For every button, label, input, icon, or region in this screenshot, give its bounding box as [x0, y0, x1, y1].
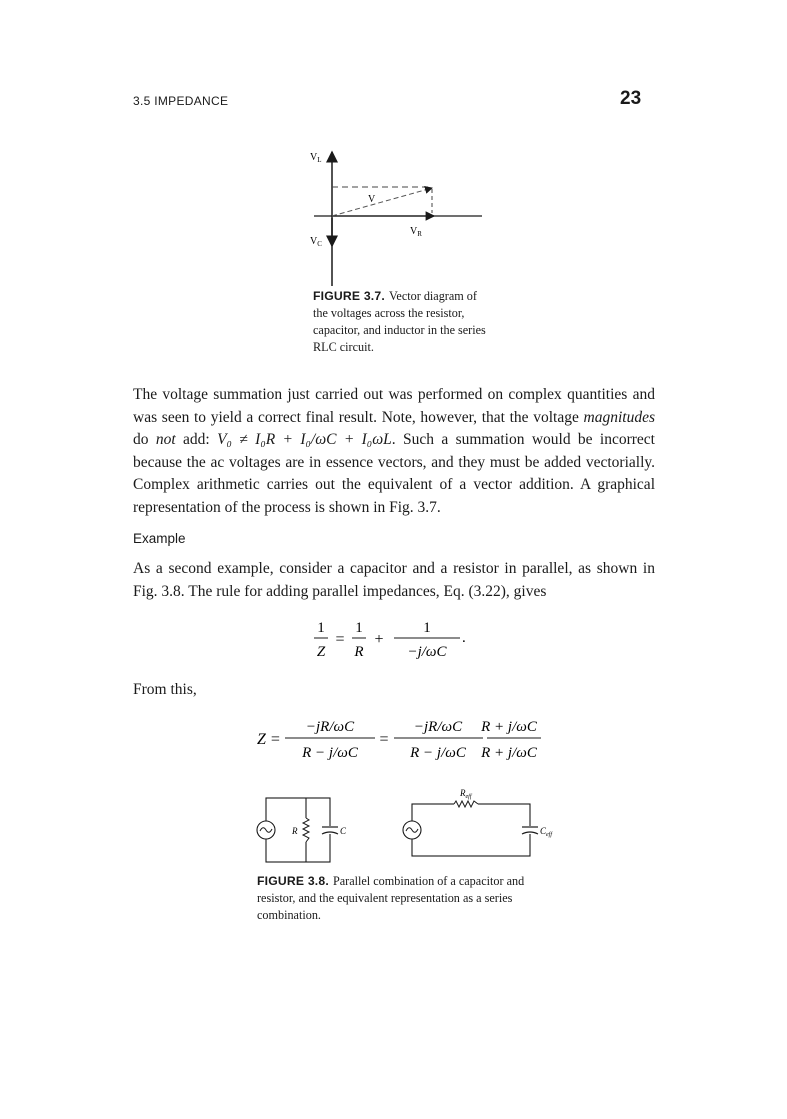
eq1-den3: −j/ωC [407, 644, 447, 660]
paragraph-add: add: [175, 431, 218, 449]
vl-label-main: V [310, 152, 318, 163]
paragraph-do: do [133, 431, 156, 449]
eq1-den2: R [354, 644, 364, 660]
figure-3-8-circuit-diagram [250, 786, 553, 870]
vr-label-main: V [410, 226, 418, 237]
figure-3-8-caption-label: FIGURE 3.8. [257, 874, 329, 888]
figure-3-8-caption [257, 873, 547, 924]
reff-label [459, 788, 473, 800]
parallel-impedance-equation [300, 614, 480, 666]
paragraph-text-2: . Such a summation would be incorrect because the ac voltages are in essence vectors, and they must be added vectorially. Complex arithmetic carries out the equivalent of a vector addition. A graphical representation of the process is shown in Fig. 3.7. [133, 431, 655, 516]
ceff-label-main: C [540, 826, 547, 836]
vl-label [310, 152, 322, 164]
eq1-period: . [462, 630, 466, 646]
from-this-text: From this, [133, 681, 197, 698]
eq1-num1: 1 [317, 620, 325, 636]
figure-3-7-caption-label: FIGURE 3.7. [313, 289, 385, 303]
eq1-plus: + [374, 631, 384, 648]
vr-label [410, 226, 422, 238]
vc-label [310, 236, 322, 248]
vc-label-main: V [310, 236, 318, 247]
eq2-den2: R − j/ωC [410, 745, 466, 761]
figure-3-7-caption [313, 288, 493, 356]
ceff-label-sub: eff [546, 832, 553, 838]
eq1-equals: = [335, 631, 345, 648]
eq2-lhs: Z = [257, 731, 281, 748]
eq2-num1: −jR/ωC [305, 719, 355, 735]
paragraph-text-1: The voltage summation just carried out was performed on complex quantities and was seen to yield a correct final result. Note, however, that the voltage [133, 386, 655, 426]
vl-label-sub: L [317, 156, 322, 164]
eq1-den1: Z [316, 644, 326, 660]
inline-magnitude-formula: V₀ ≠ I₀R + I₀/ωC + I₀ωL [217, 431, 392, 449]
vr-label-sub: R [417, 230, 422, 238]
example-heading: Example [133, 531, 186, 546]
figure-3-7-vector-diagram [300, 138, 500, 288]
page-number: 23 [620, 88, 642, 109]
vc-label-sub: C [317, 240, 322, 248]
ceff-label [540, 826, 553, 838]
eq2-equals: = [379, 731, 389, 748]
right-circuit-frame [412, 804, 530, 856]
not-emphasis: not [155, 431, 176, 449]
left-circuit-frame [266, 798, 330, 862]
eq2-den3: R + j/ωC [481, 745, 537, 761]
reff-label-sub: eff [465, 794, 472, 800]
eq2-num2: −jR/ωC [413, 719, 463, 735]
example-paragraph: As a second example, consider a capacitor and a resistor in parallel, as shown in Fig. 3.8. The rule for adding parallel impedances, Eq. (3.22), gives [133, 560, 655, 600]
figure-3-7-caption-text: Vector diagram of the voltages across the resistor, capacitor, and inductor in the series RLC circuit. [313, 289, 486, 354]
impedance-derivation-equation [255, 712, 545, 772]
eq2-num3: R + j/ωC [481, 719, 537, 735]
eq1-num2: 1 [355, 620, 363, 636]
v-resultant-vector [332, 188, 432, 216]
reff-label-main: R [460, 788, 466, 798]
body-paragraph [133, 384, 655, 520]
v-label: V [368, 194, 376, 205]
eq1-num3: 1 [423, 620, 431, 636]
resistor-label: R [292, 826, 298, 836]
capacitor-label: C [340, 826, 347, 836]
magnitudes-emphasis: magnitudes [583, 408, 655, 426]
running-head: 3.5 IMPEDANCE [133, 94, 229, 108]
eq2-den1: R − j/ωC [302, 745, 358, 761]
figure-3-8-caption-text: Parallel combination of a capacitor and resistor, and the equivalent representation as a series combination. [257, 874, 525, 922]
